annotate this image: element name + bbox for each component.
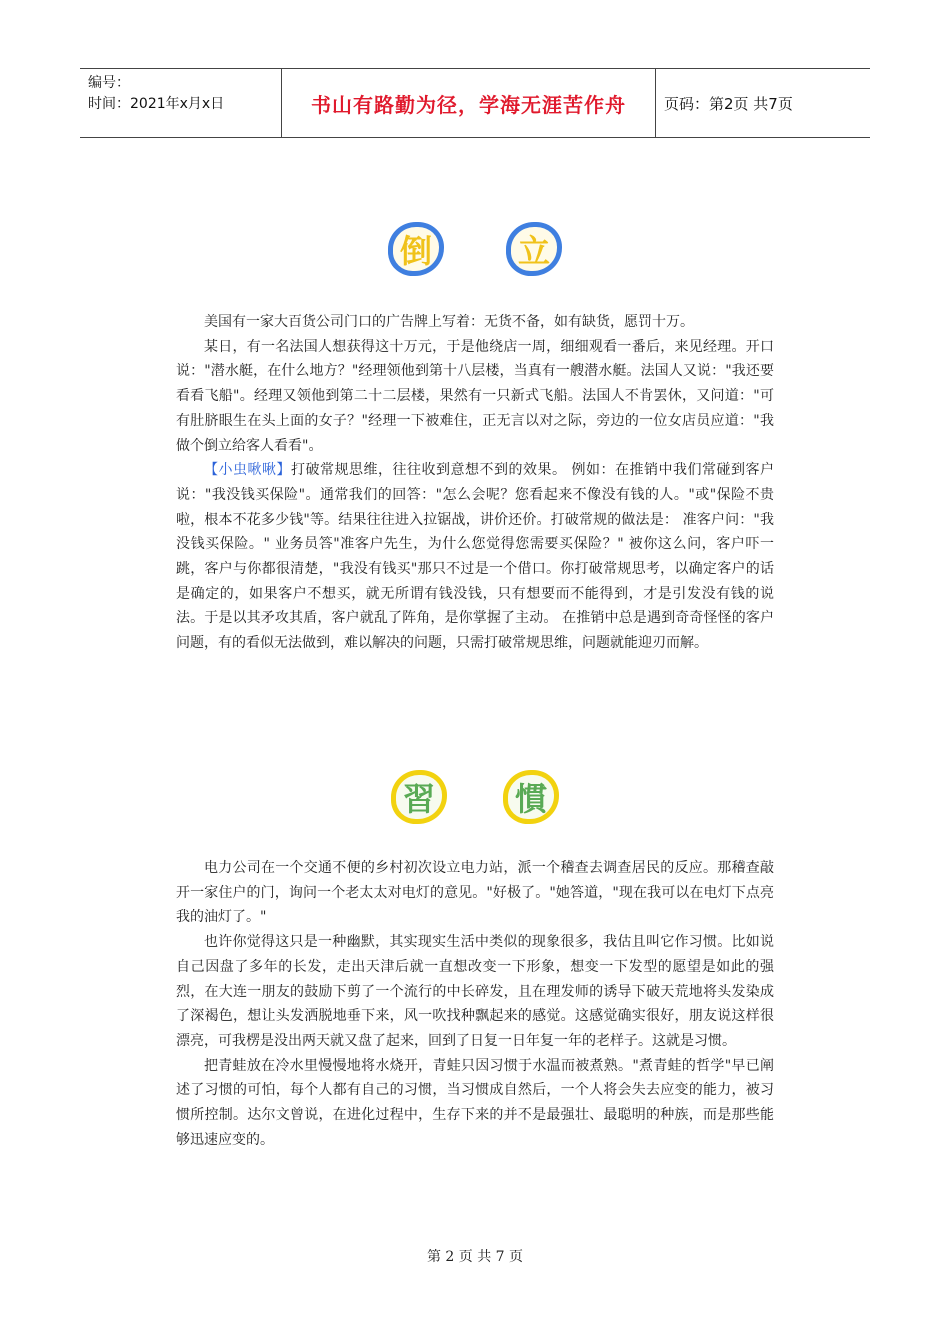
- commentary-text: 打破常规思维，往往收到意想不到的效果。 例如：在推销中我们常碰到客户说："我没钱买保险"。通常我们的回答："怎么会呢？您看起来不像没有钱的人。"或"保险不贵啦，根本不花多少钱"等。结果往往进入拉锯战，讲价还价。打破常规的做法是： 准客户问："我没钱买保险。" 业务员答"准客户先生，为什么您觉得您需要买保险？" 被你这么问，客户吓一跳，客户与你都很清楚，"我没有钱买"那只不过是一个借口。你打破常规思考，以确定客户的话是确定的，如果客户不想买，就无所谓有钱没钱，只有想要而不能得到，才是引发没有钱的说法。于是以其矛攻其盾，客户就乱了阵角，是你掌握了主动。 在推销中总是遇到奇奇怪怪的客户问题，有的看似无法做到，难以解决的问题，只需打破常规思维，问题就能迎刃而解。: [176, 462, 775, 652]
- header-meta: [80, 69, 282, 137]
- header-page-code: 页码：第2页 共7页: [664, 94, 793, 113]
- dao-character-icon: 倒: [388, 222, 444, 276]
- xi-character-icon: 習: [391, 770, 447, 824]
- paragraph: 把青蛙放在冷水里慢慢地将水烧开，青蛙只因习惯于水温而被煮熟。"煮青蛙的哲学"早已阐述了习惯的可怕，每个人都有自己的习惯，当习惯成自然后，一个人将会失去应变的能力，被习惯所控制。达尔文曾说，在进化过程中，生存下来的并不是最强壮、最聪明的种族，而是那些能够迅速应变的。: [176, 1057, 774, 1148]
- commentary-paragraph: [176, 458, 774, 656]
- paragraph: 电力公司在一个交通不便的乡村初次设立电力站，派一个稽查去调查居民的反应。那稽查敲开一家住户的门，询问一个老太太对电灯的意见。"好极了。"她答道，"现在我可以在电灯下点亮我的油灯了。": [176, 860, 774, 926]
- header-motto-cell: [282, 69, 656, 137]
- date-label: 时间：2021年x月x日: [88, 96, 225, 112]
- section-inverted-text: [176, 310, 774, 656]
- li-character-icon: 立: [506, 222, 562, 276]
- section-icons-inverted: [0, 222, 950, 276]
- paragraph: 某日，有一名法国人想获得这十万元，于是他绕店一周，细细观看一番后，来见经理。开口说："潜水艇，在什么地方？"经理领他到第十八层楼，当真有一艘潜水艇。法国人又说："我还要看看飞船"。经理又领他到第二十二层楼，果然有一只新式飞船。法国人不肯罢休，又问道："可有肚脐眼生在头上面的女子？"经理一下被难住，正无言以对之际，旁边的一位女店员应道："我做个倒立给客人看看"。: [176, 338, 774, 454]
- paragraph: 也许你觉得这只是一种幽默，其实现实生活中类似的现象很多，我估且叫它作习惯。比如说自己因盘了多年的长发，走出天津后就一直想改变一下形象，想变一下发型的愿望是如此的强烈，在大连一朋友的鼓励下剪了一个流行的中长碎发，且在理发师的诱导下破天荒地将头发染成了深褐色，想让头发洒脱地垂下来，风一吹找种飘起来的感觉。这感觉确实很好，朋友说这样很漂亮，可我楞是没出两天就又盘了起来，回到了日复一日年复一年的老样子。这就是习惯。: [176, 934, 774, 1049]
- section-habit-text: [176, 856, 774, 1152]
- guan-character-icon: 慣: [503, 770, 559, 824]
- serial-label: 编号：: [88, 75, 130, 91]
- document-header: [80, 68, 870, 138]
- section-icons-habit: [0, 770, 950, 824]
- commentary-tag: 【小虫啾啾】: [204, 462, 292, 479]
- page-footer: 第 2 页 共 7 页: [426, 1249, 524, 1265]
- paragraph: 美国有一家大百货公司门口的广告牌上写着：无货不备，如有缺货，愿罚十万。: [204, 314, 694, 330]
- motto-text: 书山有路勤为径，学海无涯苦作舟: [311, 92, 626, 117]
